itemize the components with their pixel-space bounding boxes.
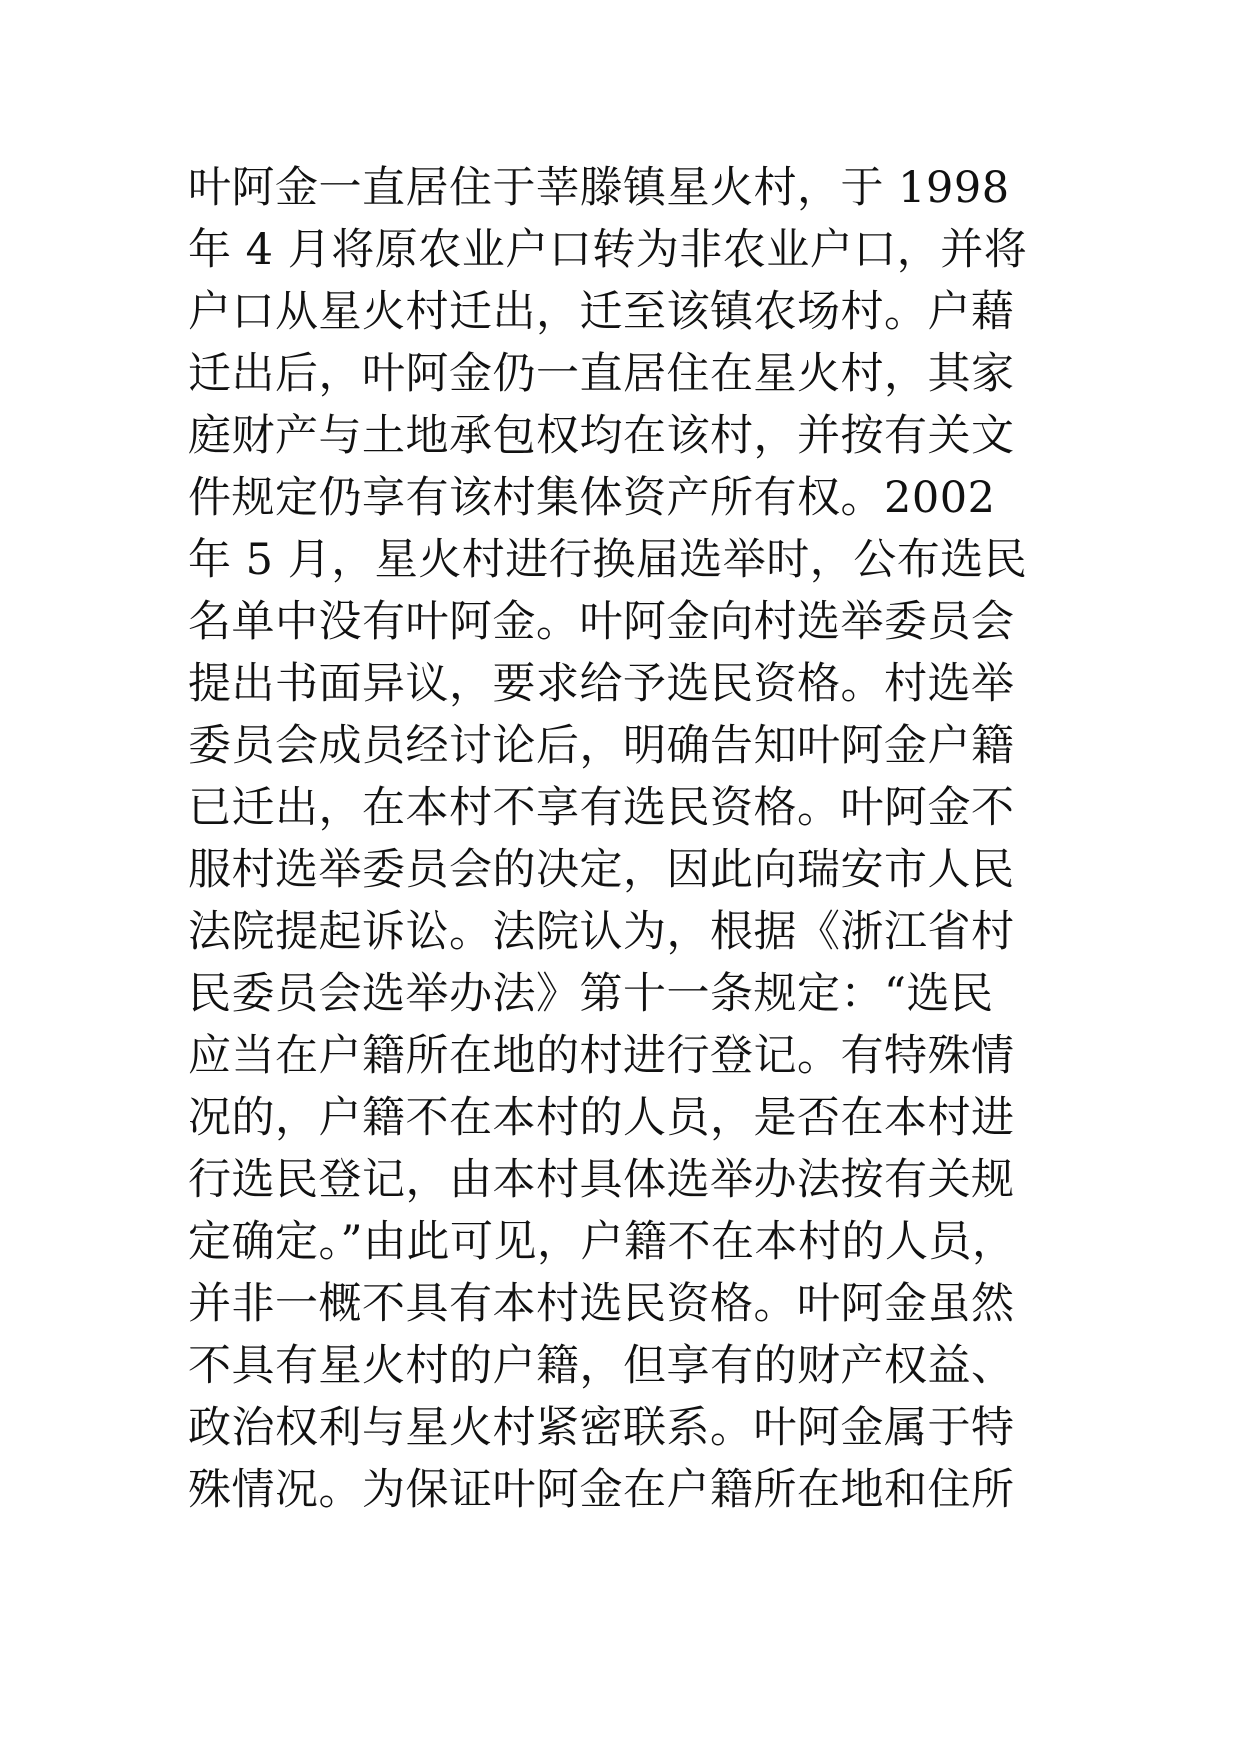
- text-line: 户口从星火村迁出，迁至该镇农场村。户藉: [188, 287, 1015, 337]
- text-line: 庭财产与土地承包权均在该村，并按有关文: [188, 411, 1015, 461]
- body-paragraph: [188, 157, 1128, 1521]
- text-line: 殊情况。为保证叶阿金在户籍所在地和住所: [188, 1465, 1015, 1515]
- text-line: 应当在户籍所在地的村进行登记。有特殊情: [188, 1031, 1015, 1081]
- text-line: 叶阿金一直居住于莘滕镇星火村，于 1998: [188, 163, 1010, 213]
- text-line: 行选民登记，由本村具体选举办法按有关规: [188, 1155, 1015, 1205]
- text-line: 并非一概不具有本村选民资格。叶阿金虽然: [188, 1279, 1015, 1329]
- text-line: 民委员会选举办法》第十一条规定：“选民: [188, 969, 994, 1019]
- text-line: 况的，户籍不在本村的人员，是否在本村进: [188, 1093, 1015, 1143]
- text-line: 年 4 月将原农业户口转为非农业户口，并将: [188, 225, 1028, 275]
- text-line: 提出书面异议，要求给予选民资格。村选举: [188, 659, 1015, 709]
- text-line: 定确定。”由此可见，户籍不在本村的人员，: [188, 1217, 1016, 1267]
- text-line: 服村选举委员会的决定，因此向瑞安市人民: [188, 845, 1015, 895]
- text-line: 已迁出，在本村不享有选民资格。叶阿金不: [188, 783, 1015, 833]
- text-line: 不具有星火村的户籍，但享有的财产权益、: [188, 1341, 1015, 1391]
- text-line: 件规定仍享有该村集体资产所有权。2002: [188, 473, 996, 523]
- text-line: 委员会成员经讨论后，明确告知叶阿金户籍: [188, 721, 1015, 771]
- text-line: 法院提起诉讼。法院认为，根据《浙江省村: [188, 907, 1015, 957]
- text-line: 年 5 月，星火村进行换届选举时，公布选民: [188, 535, 1028, 585]
- text-line: 名单中没有叶阿金。叶阿金向村选举委员会: [188, 597, 1015, 647]
- text-line: 政治权利与星火村紧密联系。叶阿金属于特: [188, 1403, 1015, 1453]
- text-line: 迁出后，叶阿金仍一直居住在星火村，其家: [188, 349, 1015, 399]
